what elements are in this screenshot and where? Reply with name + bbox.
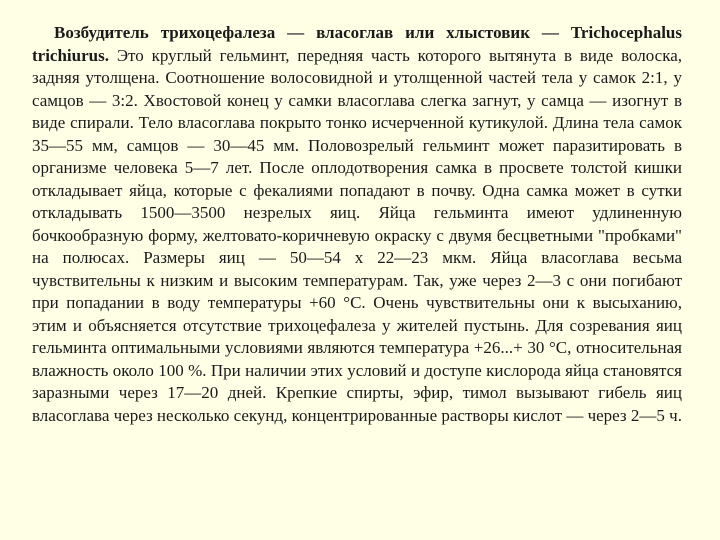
document-paragraph: [32, 22, 682, 427]
bold-lead-term: Возбудитель трихоцефалеза — власоглав или хлыстовик — Trichocephalus trichiurus.: [32, 23, 682, 65]
paragraph-body: Это круглый гельминт, передняя часть которого вытянута в виде волоска, задняя утолщена. Соотношение волосовидной и утолщенной частей тела у самок 2:1, у самцов — 3:2. Хвостовой конец у самки власоглава слегка загнут, у самца — изогнут в виде спирали. Тело власоглава покрыто тонко исчерченной кутикулой. Длина тела самок 35—55 мм, самцов — 30—45 мм. Половозрелый гельминт может паразитировать в организме человека 5—7 лет. После оплодотворения самка в просвете толстой кишки откладывает яйца, которые с фекалиями попадают в почву. Одна самка может в сутки откладывать 1500—3500 незрелых яиц. Яйца гельминта имеют удлиненную бочкообразную форму, желтовато-коричневую окраску с двумя бесцветными "пробками" на полюсах. Размеры яиц — 50—54 x 22—23 мкм. Яйца власоглава весьма чувствительны к низким и высоким температурам. Так, уже через 2—3 с они погибают при попадании в воду температуры +60 °С. Очень чувствительны они к высыханию, этим и объясняется отсутствие трихоцефалеза у жителей пустынь. Для созревания яиц гельминта оптимальными условиями являются температура +26...+ 30 °С, относительная влажность около 100 %. При наличии этих условий и доступе кислорода яйца становятся заразными через 17—20 дней. Крепкие спирты, эфир, тимол вызывают гибель яиц власоглава через несколько секунд, концентрированные растворы кислот — через 2—5 ч.: [32, 45, 682, 425]
